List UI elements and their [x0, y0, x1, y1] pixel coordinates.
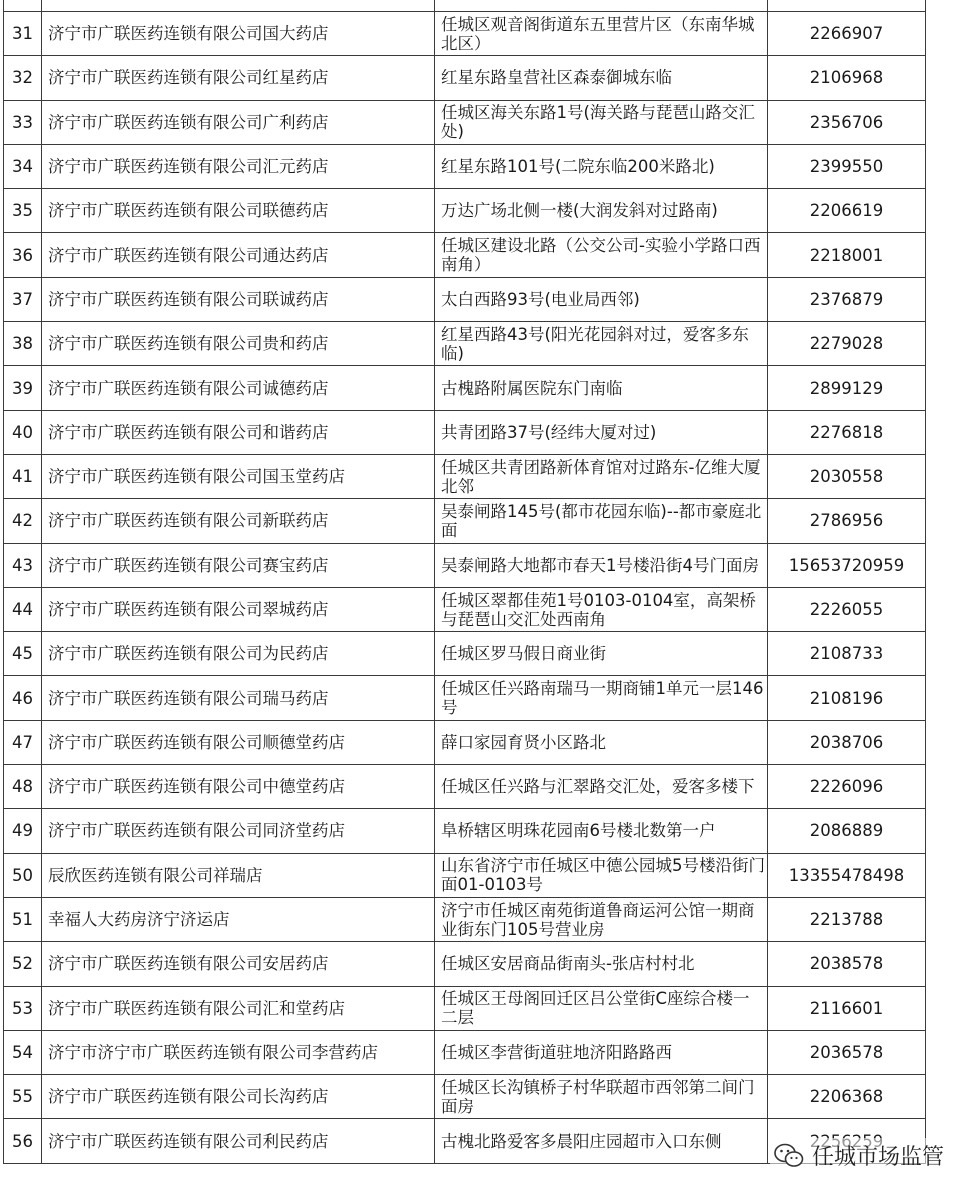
- store-phone: 2376879: [768, 277, 926, 321]
- store-phone: 2226055: [768, 587, 926, 631]
- table-row: [4, 144, 926, 188]
- store-address: 任城区观音阁街道东五里营片区（东南华城北区）: [435, 12, 768, 56]
- store-name: 济宁市广联医药连锁有限公司联诚药店: [42, 277, 435, 321]
- store-name: 济宁市广联医药连锁有限公司瑞马药店: [42, 676, 435, 720]
- table-row: [4, 12, 926, 56]
- row-index: 31: [4, 12, 42, 56]
- store-address: 古槐路附属医院东门南临: [435, 366, 768, 410]
- store-address: 任城区安居商品街南头-张店村村北: [435, 942, 768, 986]
- store-name: 济宁市济宁市广联医药连锁有限公司李营药店: [42, 1030, 435, 1074]
- store-phone: 2206619: [768, 189, 926, 233]
- store-phone: 2106968: [768, 56, 926, 100]
- store-address: 阜桥辖区明珠花园南6号楼北数第一户: [435, 809, 768, 853]
- store-phone: 2213788: [768, 897, 926, 941]
- pharmacy-table: [3, 0, 926, 1164]
- table-row: [4, 189, 926, 233]
- table-row: [4, 56, 926, 100]
- row-index: 51: [4, 897, 42, 941]
- row-index: 52: [4, 942, 42, 986]
- store-phone: 2226096: [768, 765, 926, 809]
- row-index: 44: [4, 587, 42, 631]
- store-name: 济宁市广联医药连锁有限公司中德堂药店: [42, 765, 435, 809]
- store-phone: 2276818: [768, 410, 926, 454]
- table-row: [4, 809, 926, 853]
- store-address: 任城区任兴路与汇翠路交汇处，爱客多楼下: [435, 765, 768, 809]
- store-name: 济宁市广联医药连锁有限公司通达药店: [42, 233, 435, 277]
- store-name: 济宁市广联医药连锁有限公司顺德堂药店: [42, 720, 435, 764]
- store-phone: 2266907: [768, 12, 926, 56]
- table-row: [4, 322, 926, 366]
- table-row: [4, 720, 926, 764]
- row-index: 54: [4, 1030, 42, 1074]
- store-name: 济宁市广联医药连锁有限公司新联药店: [42, 499, 435, 543]
- store-name: 济宁市广联医药连锁有限公司翠城药店: [42, 587, 435, 631]
- row-index: 56: [4, 1119, 42, 1163]
- store-name: 济宁市广联医药连锁有限公司红星药店: [42, 56, 435, 100]
- row-index: 48: [4, 765, 42, 809]
- store-name: 济宁市广联医药连锁有限公司广利药店: [42, 100, 435, 144]
- table-row-partial: [4, 0, 926, 12]
- store-address: 任城区海关东路1号(海关路与琵琶山路交汇处): [435, 100, 768, 144]
- store-address: 红星西路43号(阳光花园斜对过，爱客多东临): [435, 322, 768, 366]
- store-address: 红星东路101号(二院东临200米路北): [435, 144, 768, 188]
- store-name: 济宁市广联医药连锁有限公司国玉堂药店: [42, 454, 435, 498]
- wechat-icon: [774, 1143, 804, 1169]
- store-phone: 2116601: [768, 986, 926, 1030]
- table-row: [4, 587, 926, 631]
- row-index: 32: [4, 56, 42, 100]
- store-address: 吴泰闸路145号(都市花园东临)--都市豪庭北面: [435, 499, 768, 543]
- store-name: 济宁市广联医药连锁有限公司安居药店: [42, 942, 435, 986]
- store-phone: 2030558: [768, 454, 926, 498]
- store-name: 幸福人大药房济宁济运店: [42, 897, 435, 941]
- table-row: [4, 765, 926, 809]
- row-index: 39: [4, 366, 42, 410]
- store-phone: 2206368: [768, 1075, 926, 1119]
- store-address: 任城区罗马假日商业街: [435, 632, 768, 676]
- store-address: 任城区长沟镇桥子村华联超市西邻第二间门面房: [435, 1075, 768, 1119]
- row-index: 43: [4, 543, 42, 587]
- store-phone: 2786956: [768, 499, 926, 543]
- pharmacy-table-body: [4, 0, 926, 1163]
- table-row: [4, 366, 926, 410]
- row-index: 33: [4, 100, 42, 144]
- store-address: 山东省济宁市任城区中德公园城5号楼沿街门面01-0103号: [435, 853, 768, 897]
- store-address: 吴泰闸路大地都市春天1号楼沿街4号门面房: [435, 543, 768, 587]
- store-phone: 2279028: [768, 322, 926, 366]
- store-name: 济宁市广联医药连锁有限公司国大药店: [42, 12, 435, 56]
- row-index: 38: [4, 322, 42, 366]
- store-name: 济宁市广联医药连锁有限公司长沟药店: [42, 1075, 435, 1119]
- row-index: 37: [4, 277, 42, 321]
- table-row: [4, 897, 926, 941]
- store-name: 济宁市广联医药连锁有限公司贵和药店: [42, 322, 435, 366]
- store-phone: 2086889: [768, 809, 926, 853]
- row-index: 49: [4, 809, 42, 853]
- row-index: 35: [4, 189, 42, 233]
- store-address: 薛口家园育贤小区路北: [435, 720, 768, 764]
- store-name: 济宁市广联医药连锁有限公司赛宝药店: [42, 543, 435, 587]
- table-row: [4, 454, 926, 498]
- row-index: 42: [4, 499, 42, 543]
- store-phone: 2038706: [768, 720, 926, 764]
- store-address: 古槐北路爱客多晨阳庄园超市入口东侧: [435, 1119, 768, 1163]
- row-index: 36: [4, 233, 42, 277]
- table-row: [4, 853, 926, 897]
- store-address: 任城区任兴路南瑞马一期商铺1单元一层146号: [435, 676, 768, 720]
- store-name: 辰欣医药连锁有限公司祥瑞店: [42, 853, 435, 897]
- store-phone: 2038578: [768, 942, 926, 986]
- watermark-text: 任城市场监管: [811, 1145, 944, 1170]
- store-address: 太白西路93号(电业局西邻): [435, 277, 768, 321]
- store-phone: 13355478498: [768, 853, 926, 897]
- watermark: [770, 1138, 948, 1173]
- table-row: [4, 1030, 926, 1074]
- table-row: [4, 100, 926, 144]
- store-address: 万达广场北侧一楼(大润发斜对过路南): [435, 189, 768, 233]
- store-phone: 2356706: [768, 100, 926, 144]
- store-address: 任城区王母阁回迁区吕公堂街C座综合楼一二层: [435, 986, 768, 1030]
- row-index: 40: [4, 410, 42, 454]
- table-row: [4, 233, 926, 277]
- store-address: 共青团路37号(经纬大厦对过): [435, 410, 768, 454]
- row-index: 45: [4, 632, 42, 676]
- table-row: [4, 1075, 926, 1119]
- row-index: 47: [4, 720, 42, 764]
- store-address: 任城区建设北路（公交公司-实验小学路口西南角）: [435, 233, 768, 277]
- table-row: [4, 676, 926, 720]
- table-row: [4, 499, 926, 543]
- store-name: 济宁市广联医药连锁有限公司汇元药店: [42, 144, 435, 188]
- row-index: 55: [4, 1075, 42, 1119]
- store-name: 济宁市广联医药连锁有限公司联德药店: [42, 189, 435, 233]
- store-name: 济宁市广联医药连锁有限公司利民药店: [42, 1119, 435, 1163]
- row-index: 46: [4, 676, 42, 720]
- store-address: 任城区李营街道驻地济阳路路西: [435, 1030, 768, 1074]
- row-index: 41: [4, 454, 42, 498]
- table-row: [4, 986, 926, 1030]
- store-phone: 2036578: [768, 1030, 926, 1074]
- table-row: [4, 942, 926, 986]
- store-address: 济宁市任城区南苑街道鲁商运河公馆一期商业街东门105号营业房: [435, 897, 768, 941]
- store-name: 济宁市广联医药连锁有限公司和谐药店: [42, 410, 435, 454]
- store-address: 任城区共青团路新体育馆对过路东-亿维大厦北邻: [435, 454, 768, 498]
- store-name: 济宁市广联医药连锁有限公司诚德药店: [42, 366, 435, 410]
- row-index: 34: [4, 144, 42, 188]
- row-index: 50: [4, 853, 42, 897]
- store-phone: 2899129: [768, 366, 926, 410]
- store-address: 任城区翠都佳苑1号0103-0104室，高架桥与琵琶山交汇处西南角: [435, 587, 768, 631]
- store-phone: 2218001: [768, 233, 926, 277]
- row-index: 53: [4, 986, 42, 1030]
- table-row: [4, 543, 926, 587]
- store-phone: 2108196: [768, 676, 926, 720]
- store-name: 济宁市广联医药连锁有限公司同济堂药店: [42, 809, 435, 853]
- store-phone: 2108733: [768, 632, 926, 676]
- store-phone: 15653720959: [768, 543, 926, 587]
- store-phone: 2399550: [768, 144, 926, 188]
- store-address: 红星东路皇营社区森泰御城东临: [435, 56, 768, 100]
- table-row: [4, 410, 926, 454]
- store-name: 济宁市广联医药连锁有限公司为民药店: [42, 632, 435, 676]
- store-name: 济宁市广联医药连锁有限公司汇和堂药店: [42, 986, 435, 1030]
- table-row: [4, 632, 926, 676]
- table-row: [4, 277, 926, 321]
